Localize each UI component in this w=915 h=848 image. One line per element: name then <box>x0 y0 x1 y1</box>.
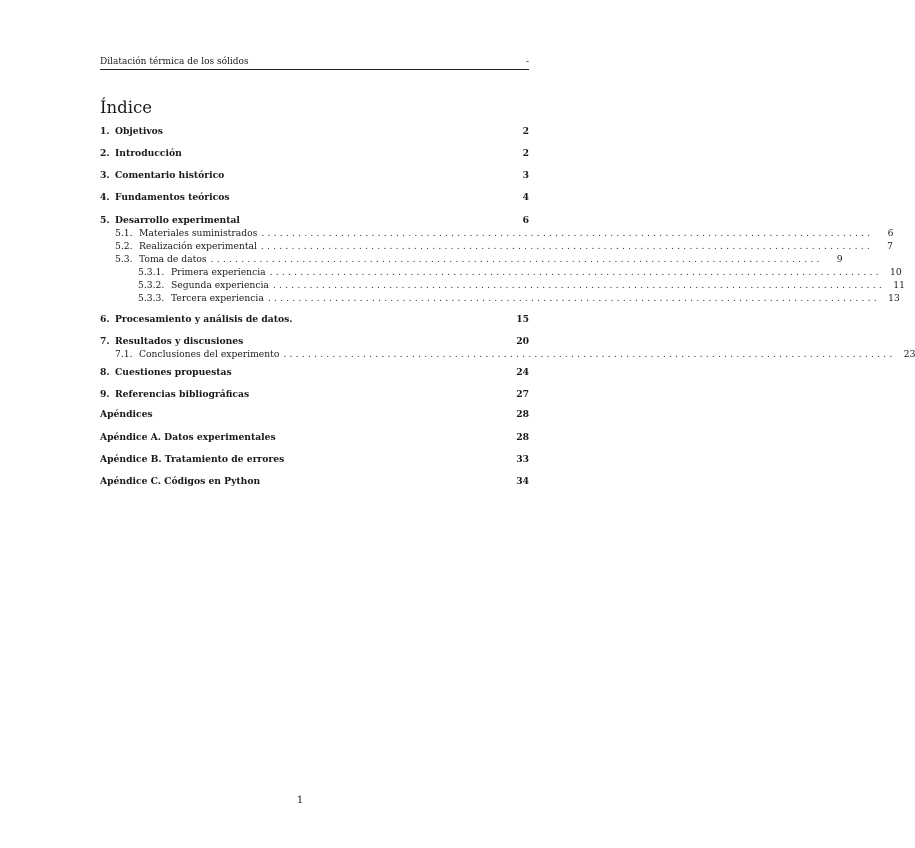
toc-entry-referencias-bibliograficas[interactable] <box>100 388 529 402</box>
toc-leader-dots: .................................................................................................... <box>210 254 823 265</box>
toc-entry-page: 23 <box>903 349 915 360</box>
toc-entry-page: 24 <box>516 367 529 378</box>
toc-heading: Índice <box>100 98 152 117</box>
toc-entry-number: 7. <box>100 336 110 347</box>
toc-entry-page: 13 <box>888 293 900 304</box>
toc-leader-dots: .................................................................................................... <box>267 293 880 304</box>
toc-entry-number: 5.2. <box>115 241 133 252</box>
toc-entry-materiales-suministrados[interactable] <box>115 227 894 241</box>
toc-entry-title: Procesamiento y análisis de datos. <box>115 314 293 325</box>
toc-entry-number: 5.3.2. <box>138 280 165 291</box>
toc-entry-comentario-historico[interactable] <box>100 169 529 183</box>
toc-entry-title: Comentario histórico <box>115 170 225 181</box>
toc-entry-toma-de-datos[interactable] <box>115 253 843 267</box>
toc-entry-title: Toma de datos <box>139 254 207 265</box>
toc-entry-title: Realización experimental <box>139 241 257 252</box>
toc-entry-desarrollo-experimental[interactable] <box>100 214 529 228</box>
toc-entry-title: Introducción <box>115 148 182 159</box>
toc-entry-title: Objetivos <box>115 126 163 137</box>
header-rule <box>100 69 529 70</box>
toc-entry-apendices[interactable] <box>100 408 529 422</box>
toc-entry-procesamiento-analisis[interactable] <box>100 313 529 327</box>
toc-entry-title: Primera experiencia <box>171 267 266 278</box>
toc-entry-apendice-b[interactable] <box>100 453 529 467</box>
toc-entry-number: 9. <box>100 389 110 400</box>
toc-entry-page: 7 <box>887 241 893 252</box>
toc-entry-number: 4. <box>100 192 110 203</box>
toc-entry-number: 5.3.1. <box>138 267 165 278</box>
toc-entry-title: Apéndice A. Datos experimentales <box>100 432 276 443</box>
toc-entry-number: 5.3.3. <box>138 293 165 304</box>
toc-entry-number: 6. <box>100 314 110 325</box>
toc-entry-realizacion-experimental[interactable] <box>115 240 893 254</box>
toc-entry-number: 5.3. <box>115 254 133 265</box>
toc-entry-page: 33 <box>516 454 529 465</box>
toc-entry-cuestiones-propuestas[interactable] <box>100 366 529 380</box>
toc-entry-title: Apéndice B. Tratamiento de errores <box>100 454 285 465</box>
toc-entry-apendice-a[interactable] <box>100 431 529 445</box>
toc-entry-page: 4 <box>522 192 529 203</box>
toc-entry-page: 6 <box>887 228 894 239</box>
toc-entry-number: 5.1. <box>115 228 133 239</box>
running-header <box>100 55 529 69</box>
toc-entry-conclusiones-experimento[interactable] <box>115 348 915 362</box>
toc-entry-number: 8. <box>100 367 110 378</box>
toc-entry-title: Apéndices <box>100 409 153 420</box>
toc-entry-title: Referencias bibliográficas <box>115 389 250 400</box>
toc-entry-objetivos[interactable] <box>100 125 529 139</box>
toc-entry-fundamentos-teoricos[interactable] <box>100 191 529 205</box>
toc-entry-primera-experiencia[interactable] <box>138 266 902 280</box>
toc-entry-resultados-discusiones[interactable] <box>100 335 529 349</box>
running-header-title: Dilatación térmica de los sólidos <box>100 57 249 67</box>
toc-entry-title: Resultados y discusiones <box>115 336 244 347</box>
toc-entry-title: Desarrollo experimental <box>115 215 240 226</box>
toc-entry-number: 3. <box>100 170 110 181</box>
toc-entry-page: 15 <box>516 314 529 325</box>
toc-entry-number: 1. <box>100 126 110 137</box>
running-header-mark: - <box>525 57 529 67</box>
toc-entry-number: 7.1. <box>115 349 133 360</box>
toc-entry-page: 3 <box>522 170 529 181</box>
toc-entry-page: 9 <box>836 254 843 265</box>
toc-leader-dots: .................................................................................................... <box>261 228 874 239</box>
toc-entry-title: Cuestiones propuestas <box>115 367 232 378</box>
toc-entry-page: 2 <box>522 126 529 137</box>
toc-entry-apendice-c[interactable] <box>100 475 529 489</box>
toc-leader-dots: .................................................................................................... <box>272 280 885 291</box>
toc-entry-title: Apéndice C. Códigos en Python <box>100 476 261 487</box>
toc-leader-dots: .................................................................................................... <box>260 241 873 252</box>
toc-entry-number: 5. <box>100 215 110 226</box>
toc-entry-page: 34 <box>516 476 529 487</box>
toc-entry-page: 10 <box>889 267 902 278</box>
toc-entry-title: Fundamentos teóricos <box>115 192 230 203</box>
toc-entry-number: 2. <box>100 148 110 159</box>
toc-entry-page: 27 <box>516 389 529 400</box>
toc-entry-introduccion[interactable] <box>100 147 529 161</box>
toc-entry-title: Materiales suministrados <box>139 228 258 239</box>
toc-entry-page: 20 <box>516 336 529 347</box>
toc-entry-page: 28 <box>516 432 529 443</box>
toc-leader-dots: .................................................................................................... <box>269 267 882 278</box>
toc-entry-page: 28 <box>516 409 529 420</box>
toc-entry-segunda-experiencia[interactable] <box>138 279 905 293</box>
toc-entry-tercera-experiencia[interactable] <box>138 292 900 306</box>
toc-entry-title: Conclusiones del experimento <box>139 349 280 360</box>
toc-entry-page: 2 <box>522 148 529 159</box>
toc-entry-page: 11 <box>893 280 905 291</box>
page-number: 1 <box>296 795 304 806</box>
toc-entry-page: 6 <box>522 215 529 226</box>
toc-leader-dots: .................................................................................................... <box>283 349 896 360</box>
toc-entry-title: Segunda experiencia <box>171 280 269 291</box>
toc-entry-title: Tercera experiencia <box>171 293 264 304</box>
